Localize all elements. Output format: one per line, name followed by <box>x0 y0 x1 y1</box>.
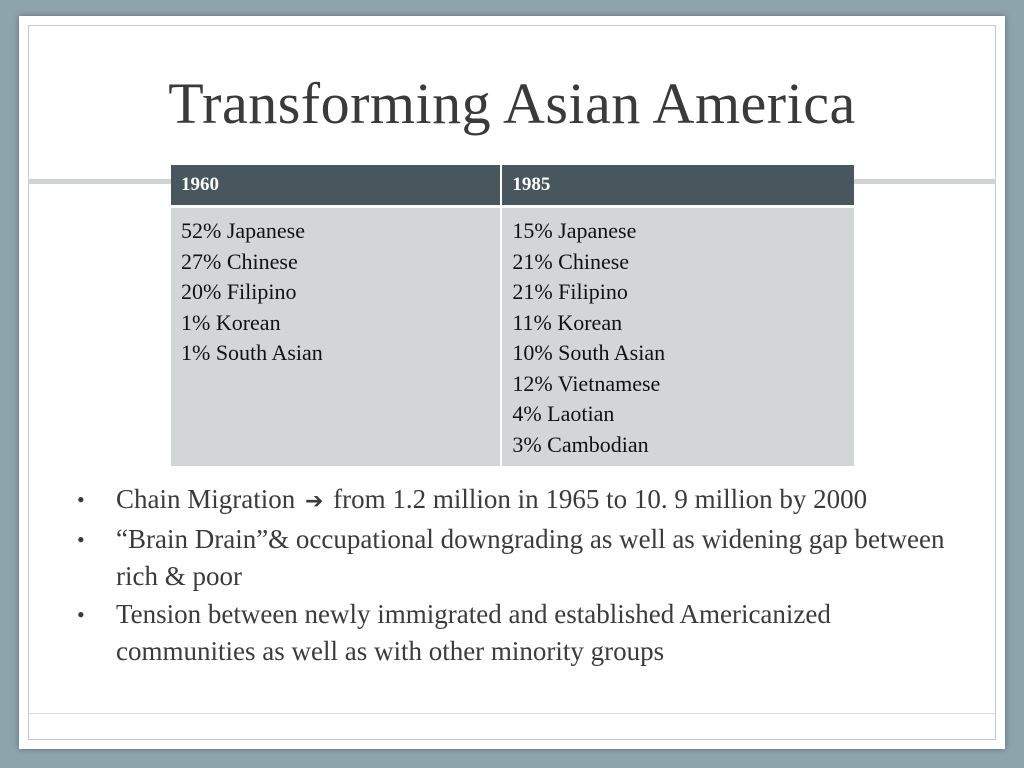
bullet-text: Chain Migration <box>116 484 296 514</box>
bullet-icon: • <box>77 526 85 552</box>
cell-line: 27% Chinese <box>181 248 298 274</box>
cell-line: 12% Vietnamese <box>512 370 661 396</box>
bottom-divider <box>28 713 996 714</box>
cell-line: 3% Cambodian <box>512 431 649 457</box>
demographics-table <box>171 165 854 466</box>
bullet-text: “Brain Drain”& occupational downgrading as well as widening gap between rich & poor <box>116 523 945 591</box>
header-1985: 1985 <box>501 165 854 207</box>
cell-line: 15% Japanese <box>512 218 637 243</box>
bullet-list <box>77 481 977 671</box>
bullet-item-chain-migration <box>77 481 977 521</box>
bullet-icon: • <box>77 601 85 627</box>
cell-line: 4% Laotian <box>512 401 615 426</box>
cell-line: 21% Chinese <box>512 248 630 274</box>
cell-1985 <box>501 207 854 467</box>
cell-1960 <box>171 207 501 467</box>
cell-line: 10% South Asian <box>512 340 666 365</box>
right-arrow-icon: ➔ <box>304 489 324 514</box>
cell-line: 52% Japanese <box>181 218 306 243</box>
cell-line: 1% South Asian <box>181 340 323 365</box>
cell-line: 21% Filipino <box>512 279 628 304</box>
table-row <box>171 207 854 467</box>
cell-line: 20% Filipino <box>181 279 297 304</box>
slide <box>19 16 1005 749</box>
bullet-item-brain-drain <box>77 521 977 596</box>
table-header-row <box>171 165 854 207</box>
bullet-text: from 1.2 million in 1965 to 10. 9 million by 2000 <box>333 484 868 514</box>
cell-line: 1% Korean <box>181 309 281 335</box>
slide-title: Transforming Asian America <box>168 71 856 136</box>
bullet-text: Tension between newly immigrated and established Americanized communities as well as with other minority groups <box>116 598 831 666</box>
header-1960: 1960 <box>171 165 501 207</box>
bullet-item-tension <box>77 596 977 671</box>
cell-line: 11% Korean <box>512 309 623 335</box>
bullet-icon: • <box>77 487 85 512</box>
